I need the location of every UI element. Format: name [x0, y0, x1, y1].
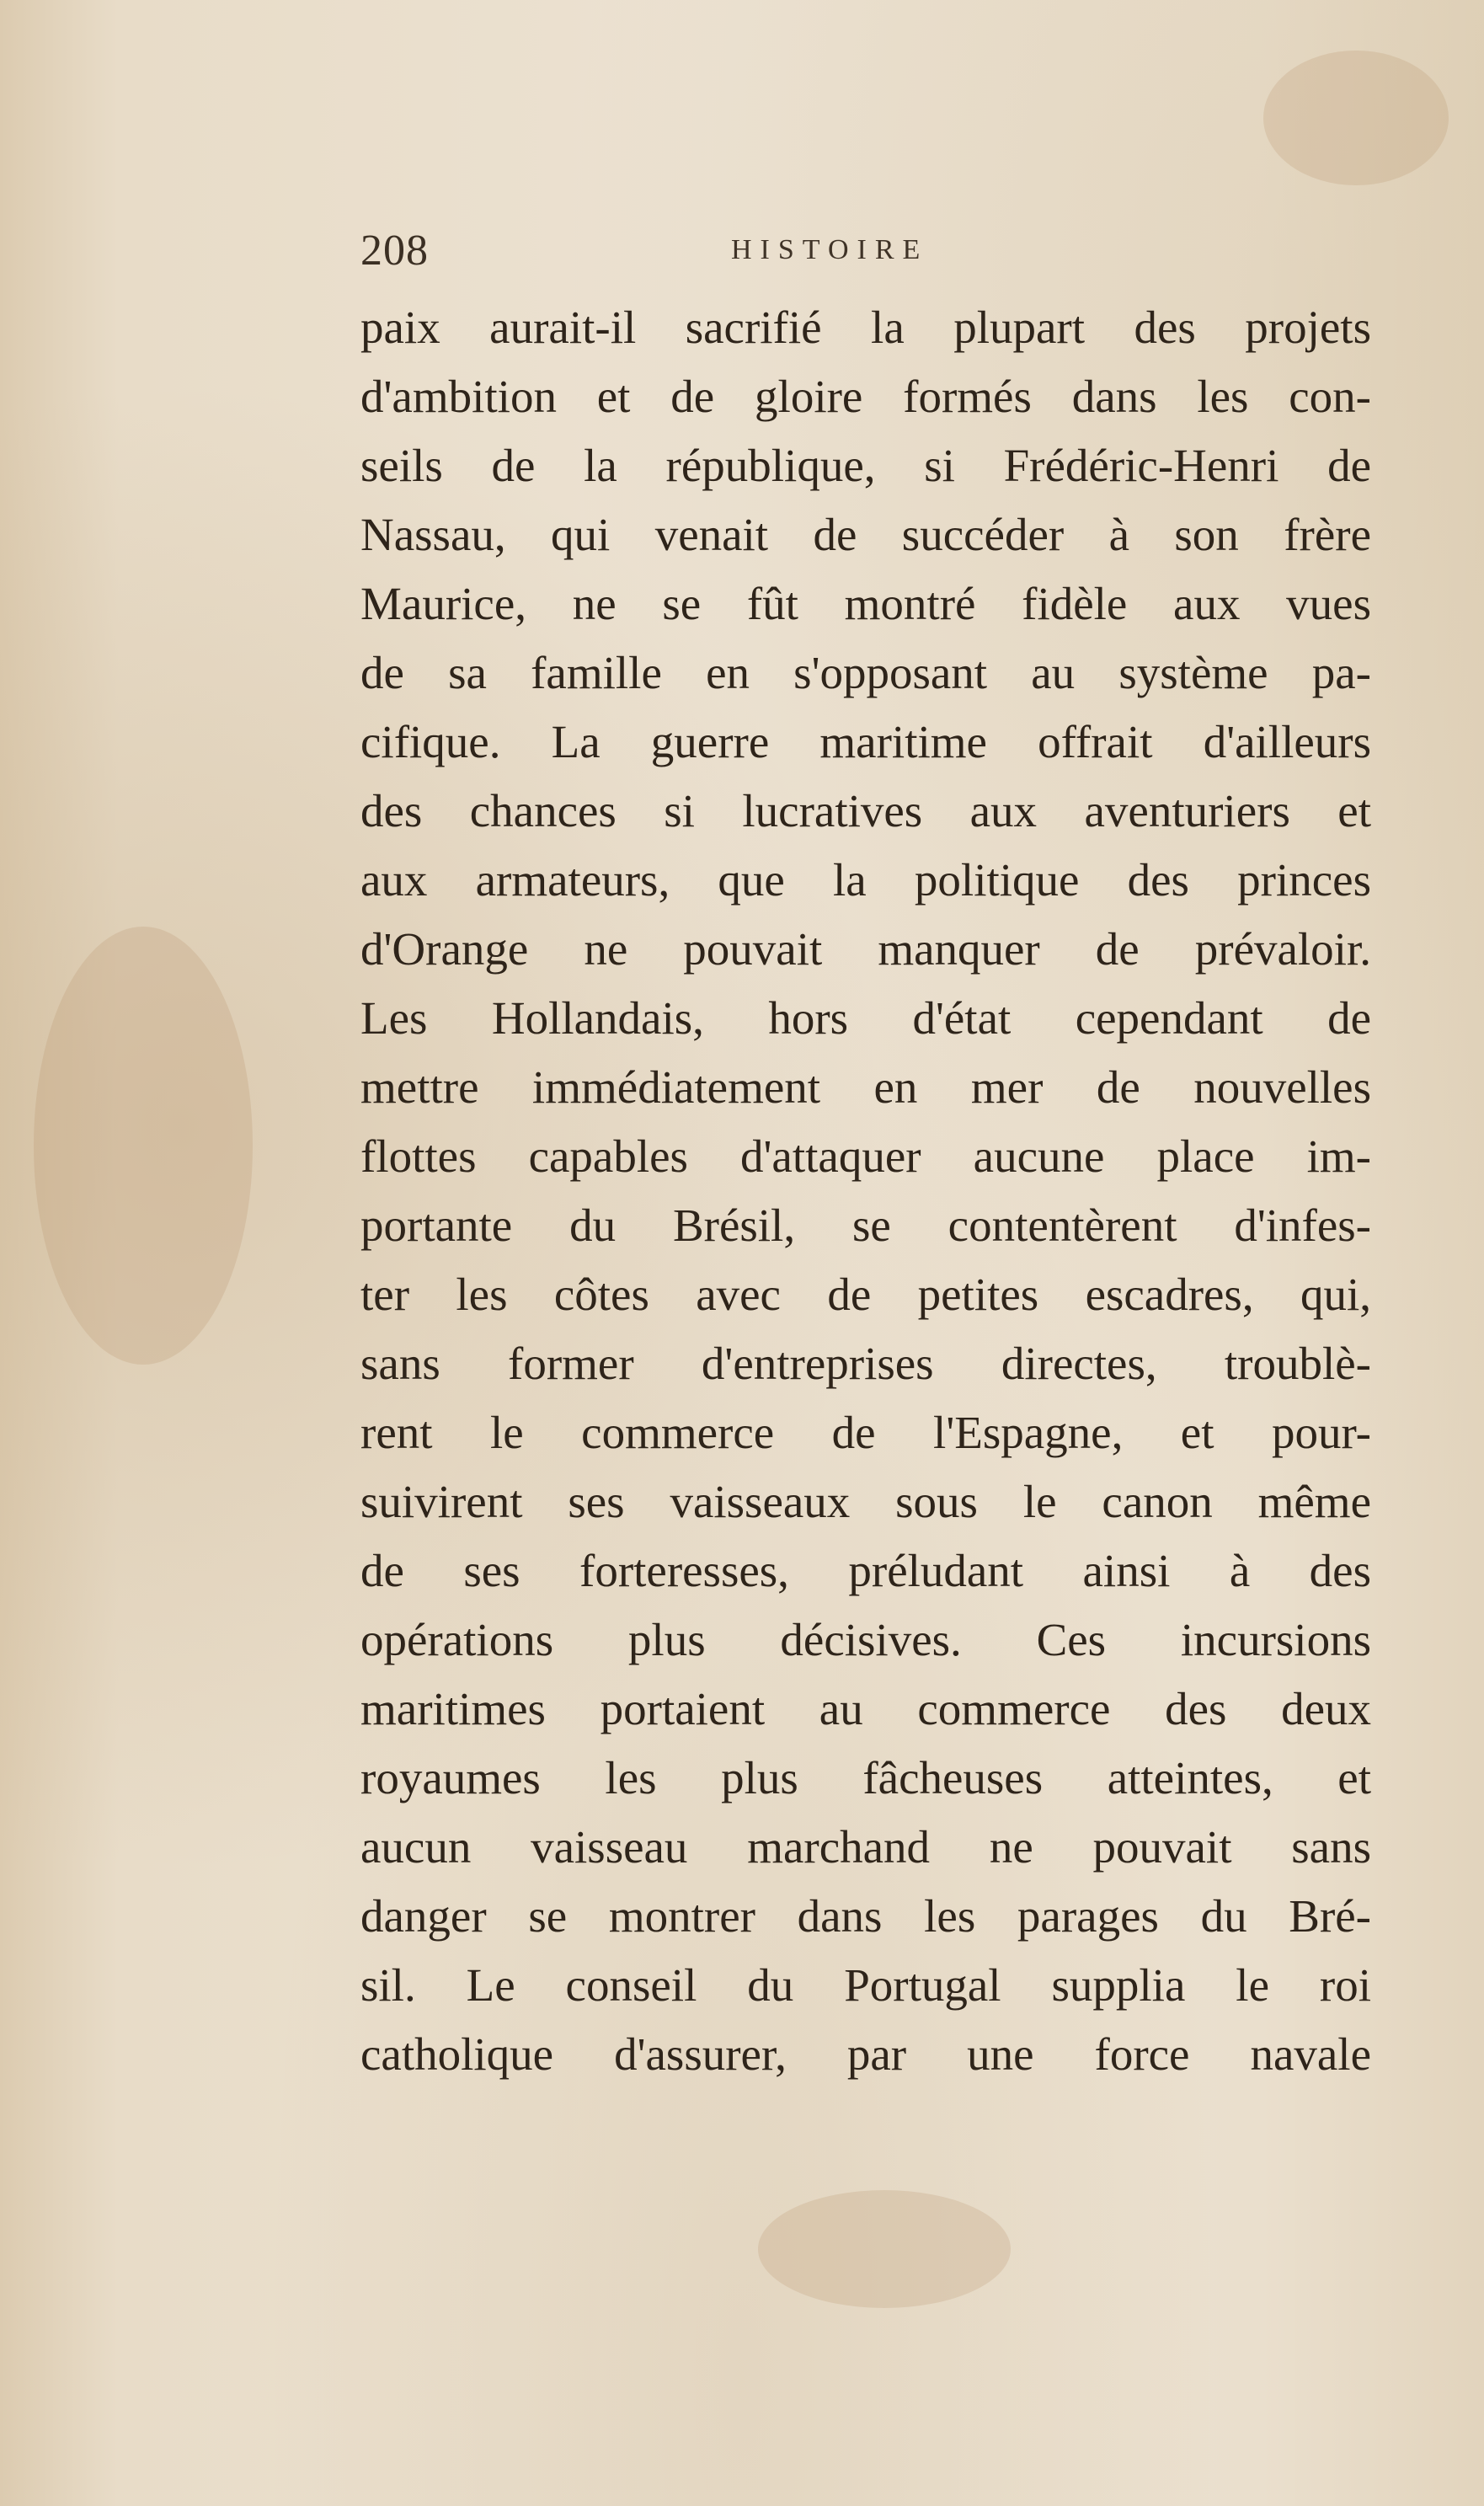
text-line: de sa famille en s'opposant au système pa-	[360, 647, 1371, 698]
text-line: maritimes portaient au commerce des deux	[360, 1683, 1371, 1734]
text-line: d'Orange ne pouvait manquer de prévaloir.	[360, 923, 1371, 975]
paper-stain	[1263, 51, 1449, 185]
text-line: opérations plus décisives. Ces incursions	[360, 1614, 1371, 1665]
text-line: Nassau, qui venait de succéder à son frère	[360, 509, 1371, 560]
paper-stain	[34, 927, 253, 1365]
text-line: sil. Le conseil du Portugal supplia le roi	[360, 1959, 1371, 2011]
text-line: aucun vaisseau marchand ne pouvait sans	[360, 1821, 1371, 1873]
text-line: portante du Brésil, se contentèrent d'infes-	[360, 1200, 1371, 1251]
text-line: sans former d'entreprises directes, troublè-	[360, 1338, 1371, 1389]
page-number: 208	[360, 227, 429, 275]
text-line: Les Hollandais, hors d'état cependant de	[360, 992, 1371, 1044]
text-line: catholique d'assurer, par une force navale	[360, 2028, 1371, 2080]
text-line: danger se montrer dans les parages du Bré-	[360, 1890, 1371, 1942]
text-line: royaumes les plus fâcheuses atteintes, et	[360, 1752, 1371, 1803]
text-line: flottes capables d'attaquer aucune place im-	[360, 1130, 1371, 1182]
text-line: seils de la république, si Frédéric-Henri de	[360, 440, 1371, 491]
text-line: mettre immédiatement en mer de nouvelles	[360, 1061, 1371, 1113]
body-text	[360, 293, 1371, 2089]
page-header	[360, 226, 1371, 285]
text-line: de ses forteresses, préludant ainsi à des	[360, 1545, 1371, 1596]
text-line: rent le commerce de l'Espagne, et pour-	[360, 1407, 1371, 1458]
paper-stain	[758, 2190, 1011, 2308]
text-line: des chances si lucratives aux aventuriers et	[360, 785, 1371, 836]
running-head: HISTOIRE	[731, 234, 929, 265]
text-line: aux armateurs, que la politique des princes	[360, 854, 1371, 906]
text-line: Maurice, ne se fût montré fidèle aux vues	[360, 578, 1371, 629]
text-line: d'ambition et de gloire formés dans les con-	[360, 371, 1371, 422]
text-line: ter les côtes avec de petites escadres, qui,	[360, 1269, 1371, 1320]
text-line: suivirent ses vaisseaux sous le canon même	[360, 1476, 1371, 1527]
text-line: cifique. La guerre maritime offrait d'ailleurs	[360, 716, 1371, 767]
text-line: paix aurait-il sacrifié la plupart des projets	[360, 302, 1371, 353]
